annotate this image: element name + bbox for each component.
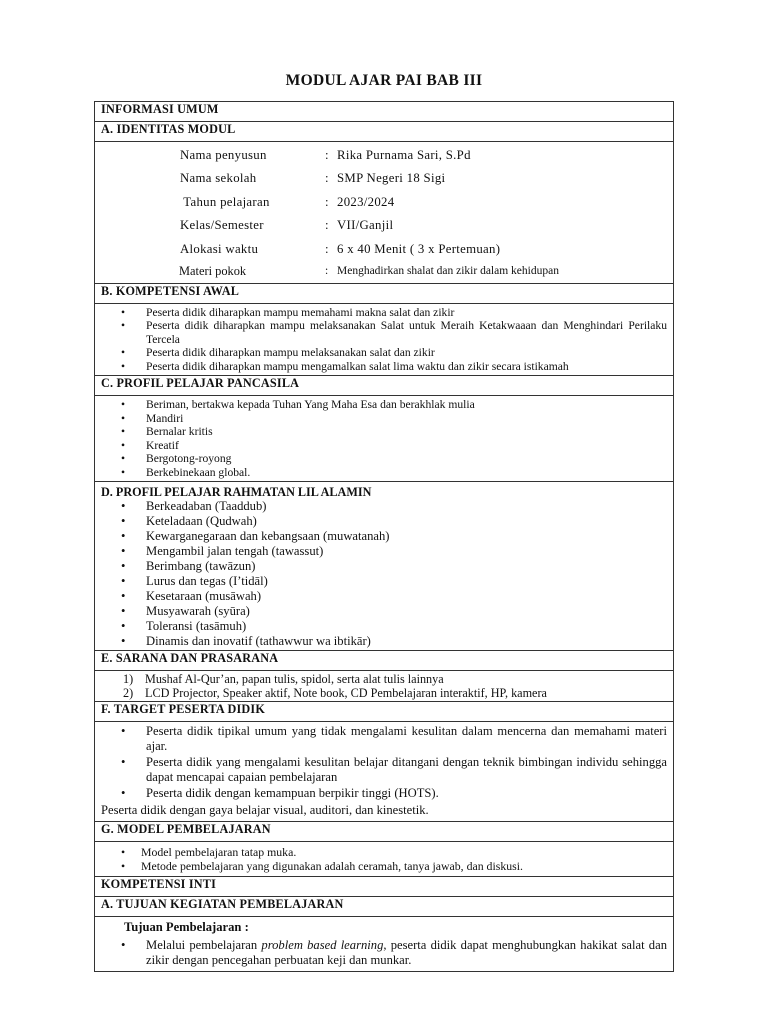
section-sarana-heading: E. SARANA DAN PRASARANA <box>95 651 674 671</box>
target-list <box>101 724 667 801</box>
section-identitas-heading: A. IDENTITAS MODUL <box>95 122 674 142</box>
list-item <box>101 938 667 968</box>
profil-rahmatan-cell <box>95 482 674 651</box>
identity-value: SMP Negeri 18 Sigi <box>337 171 446 186</box>
tujuan-list <box>101 938 667 968</box>
list-item: • Peserta didik tipikal umum yang tidak mengalami kesulitan dalam mencerna dan memahami materi ajar. <box>101 724 667 754</box>
identity-row <box>101 190 667 214</box>
identity-label: Tahun pelajaran <box>180 194 270 209</box>
identity-value: Menghadirkan shalat dan zikir dalam kehidupan <box>337 264 559 277</box>
sarana-list <box>101 671 667 700</box>
identity-label: Kelas/Semester <box>180 218 264 233</box>
identity-value: VII/Ganjil <box>337 218 394 233</box>
list-item: • Toleransi (tasāmuh) <box>101 619 667 634</box>
list-item: • Peserta didik diharapkan mampu melaksanakan salat dan zikir <box>101 346 667 360</box>
section-informasi-umum: INFORMASI UMUM <box>95 102 674 122</box>
list-item: • Berkeadaban (Taaddub) <box>101 499 667 514</box>
model-cell <box>95 842 674 877</box>
identity-colon: : <box>325 218 329 233</box>
identity-row <box>101 237 667 261</box>
tujuan-cell <box>95 917 674 972</box>
identity-colon: : <box>325 147 329 162</box>
identity-label: Nama penyusun <box>180 147 267 162</box>
kompetensi-awal-cell <box>95 303 674 376</box>
identity-colon: : <box>325 171 329 186</box>
identity-value: 2023/2024 <box>337 194 395 209</box>
list-item: • Peserta didik diharapkan mampu melaksanakan Salat untuk Meraih Ketakwaaan dan Menghindari Perilaku Tercela <box>101 319 667 346</box>
list-item: • Lurus dan tegas (I’tidāl) <box>101 574 667 589</box>
identitas-cell <box>95 142 674 284</box>
identity-value: 6 x 40 Menit ( 3 x Pertemuan) <box>337 241 501 256</box>
list-item: • Kesetaraan (musāwah) <box>101 589 667 604</box>
list-item: • Kewarganegaraan dan kebangsaan (muwatanah) <box>101 529 667 544</box>
kompetensi-awal-list <box>101 306 667 374</box>
profil-pancasila-list <box>101 398 667 479</box>
list-item: • Peserta didik diharapkan mampu memahami makna salat dan zikir <box>101 306 667 320</box>
list-item: • Peserta didik yang mengalami kesulitan belajar ditangani dengan teknik bimbingan individu sehingga dapat mencapai capaian pembelajaran <box>101 755 667 785</box>
list-item <box>101 686 667 700</box>
section-profil-rahmatan-heading: D. PROFIL PELAJAR RAHMATAN LIL ALAMIN <box>101 485 372 499</box>
profil-rahmatan-list <box>101 499 667 649</box>
identity-label: Nama sekolah <box>180 171 257 186</box>
item-number: 1) <box>123 672 134 686</box>
tujuan-subtitle: Tujuan Pembelajaran : <box>124 920 249 934</box>
identity-colon: : <box>325 264 329 277</box>
profil-pancasila-cell <box>95 396 674 482</box>
identity-value: Rika Purnama Sari, S.Pd <box>337 147 471 162</box>
identity-label: Alokasi waktu <box>180 241 259 256</box>
list-item: • Peserta didik dengan kemampuan berpikir tinggi (HOTS). <box>101 786 667 801</box>
list-item: • Berkebinekaan global. <box>101 466 667 480</box>
list-item: • Peserta didik diharapkan mampu mengamalkan salat lima waktu dan zikir secara istikamah <box>101 360 667 374</box>
target-cell <box>95 722 674 822</box>
section-target-heading: F. TARGET PESERTA DIDIK <box>95 702 674 722</box>
identity-row <box>101 261 667 281</box>
identity-row <box>101 167 667 191</box>
target-note: Peserta didik dengan gaya belajar visual, auditori, dan kinestetik. <box>101 803 429 817</box>
document-title: MODUL AJAR PAI BAB III <box>285 72 483 89</box>
identity-row <box>101 214 667 238</box>
section-kompetensi-inti: KOMPETENSI INTI <box>95 877 674 897</box>
item-text: Mushaf Al-Qur’an, papan tulis, spidol, serta alat tulis lainnya <box>145 672 444 686</box>
identity-colon: : <box>325 241 329 256</box>
list-item: • Berimbang (tawāzun) <box>101 559 667 574</box>
identity-colon: : <box>325 194 329 209</box>
list-item: • Dinamis dan inovatif (tathawwur wa ibtikār) <box>101 634 667 649</box>
sarana-cell <box>95 671 674 702</box>
identity-row <box>101 143 667 167</box>
section-model-heading: G. MODEL PEMBELAJARAN <box>95 822 674 842</box>
list-item: • Metode pembelajaran yang digunakan adalah ceramah, tanya jawab, dan diskusi. <box>101 860 667 874</box>
tujuan-text-before: Melalui pembelajaran <box>146 938 262 952</box>
list-item: • Beriman, bertakwa kepada Tuhan Yang Maha Esa dan berakhlak mulia <box>101 398 667 412</box>
section-profil-pancasila-heading: C. PROFIL PELAJAR PANCASILA <box>95 376 674 396</box>
list-item <box>101 672 667 686</box>
tujuan-text-italic: problem based learning <box>261 938 384 952</box>
list-item: • Keteladaan (Qudwah) <box>101 514 667 529</box>
model-list <box>101 846 667 873</box>
list-item: • Model pembelajaran tatap muka. <box>101 846 667 860</box>
list-item: • Kreatif <box>101 439 667 453</box>
list-item: • Bergotong-royong <box>101 452 667 466</box>
identity-label: Materi pokok <box>179 263 247 278</box>
list-item: • Musyawarah (syūra) <box>101 604 667 619</box>
list-item: • Bernalar kritis <box>101 425 667 439</box>
section-tujuan-heading: A. TUJUAN KEGIATAN PEMBELAJARAN <box>95 897 674 917</box>
list-item: • Mandiri <box>101 412 667 426</box>
list-item: • Mengambil jalan tengah (tawassut) <box>101 544 667 559</box>
section-kompetensi-awal-heading: B. KOMPETENSI AWAL <box>95 283 674 303</box>
item-text: LCD Projector, Speaker aktif, Note book, CD Pembelajaran interaktif, HP, kamera <box>145 686 547 700</box>
item-number: 2) <box>123 686 134 700</box>
tujuan-text-after: , peserta didik dapat menghubungkan hakikat salat dan zikir dengan pencegahan perbuatan keji dan munkar. <box>146 938 667 967</box>
module-table <box>94 101 674 972</box>
